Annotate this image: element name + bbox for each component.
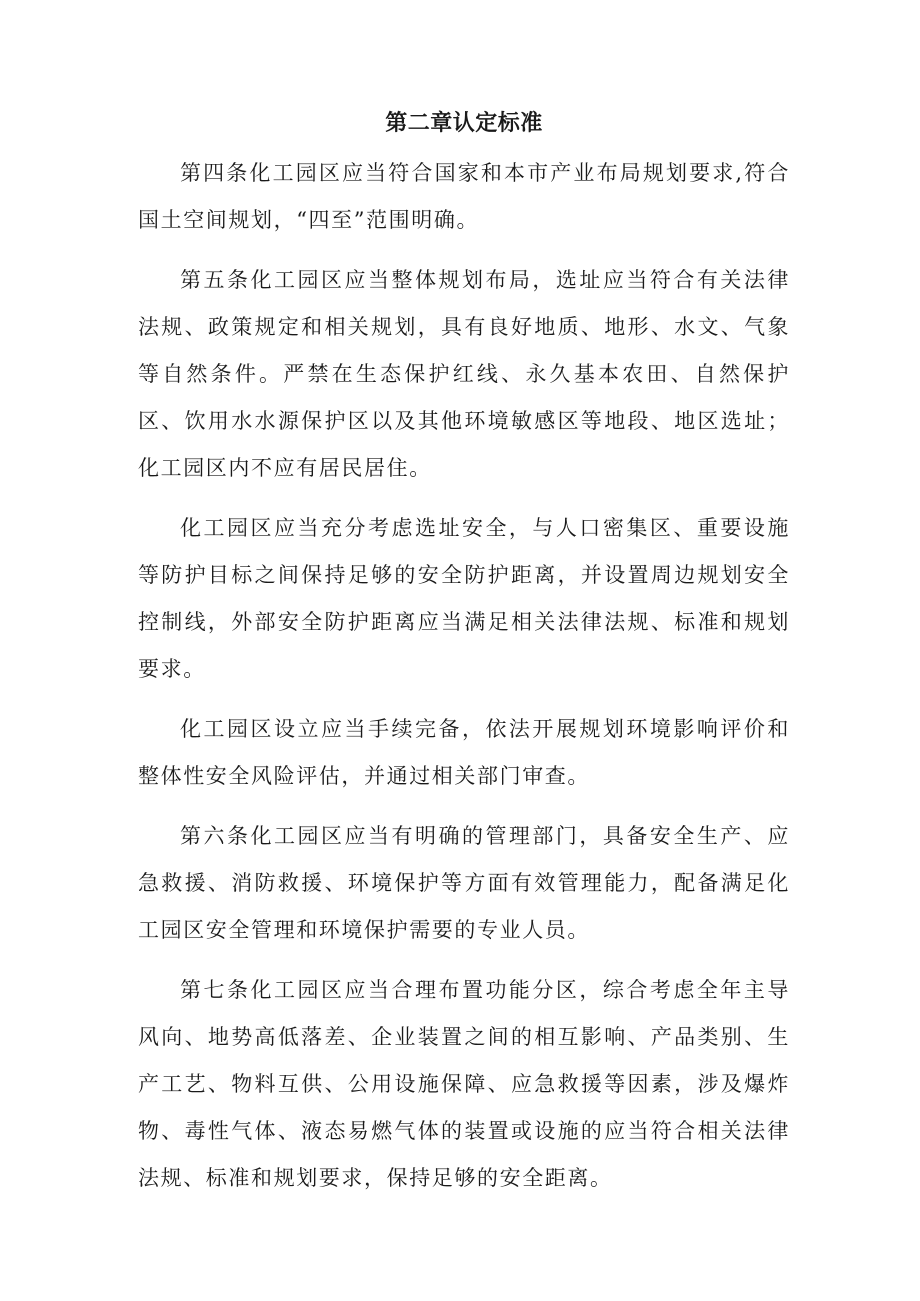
paragraph-establishment: 化工园区设立应当手续完备，依法开展规划环境影响评价和整体性安全风险评估，并通过相关部门审查。 (138, 717, 790, 788)
paragraph-site-safety: 化工园区应当充分考虑选址安全，与人口密集区、重要设施等防护目标之间保持足够的安全防护距离，并设置周边规划安全控制线，外部安全防护距离应当满足相关法律法规、标准和规划要求。 (138, 516, 790, 681)
paragraph-article-5: 第五条化工园区应当整体规划布局，选址应当符合有关法律法规、政策规定和相关规划，具有良好地质、地形、水文、气象等自然条件。严禁在生态保护红线、永久基本农田、自然保护区、饮用水水源保护区以及其他环境敏感区等地段、地区选址；化工园区内不应有居民居住。 (138, 268, 790, 480)
chapter-title: 第二章认定标准 (385, 111, 543, 136)
paragraph-article-6: 第六条化工园区应当有明确的管理部门，具备安全生产、应急救援、消防救援、环境保护等方面有效管理能力，配备满足化工园区安全管理和环境保护需要的专业人员。 (138, 824, 790, 942)
paragraph-article-4: 第四条化工园区应当符合国家和本市产业布局规划要求,符合国土空间规划，“四至”范围明确。 (138, 161, 790, 232)
paragraph-article-7: 第七条化工园区应当合理布置功能分区，综合考虑全年主导风向、地势高低落差、企业装置之间的相互影响、产品类别、生产工艺、物料互供、公用设施保障、应急救援等因素，涉及爆炸物、毒性气体、液态易燃气体的装置或设施的应当符合相关法律法规、标准和规划要求，保持足够的安全距离。 (138, 978, 790, 1190)
document-page (138, 100, 790, 1215)
